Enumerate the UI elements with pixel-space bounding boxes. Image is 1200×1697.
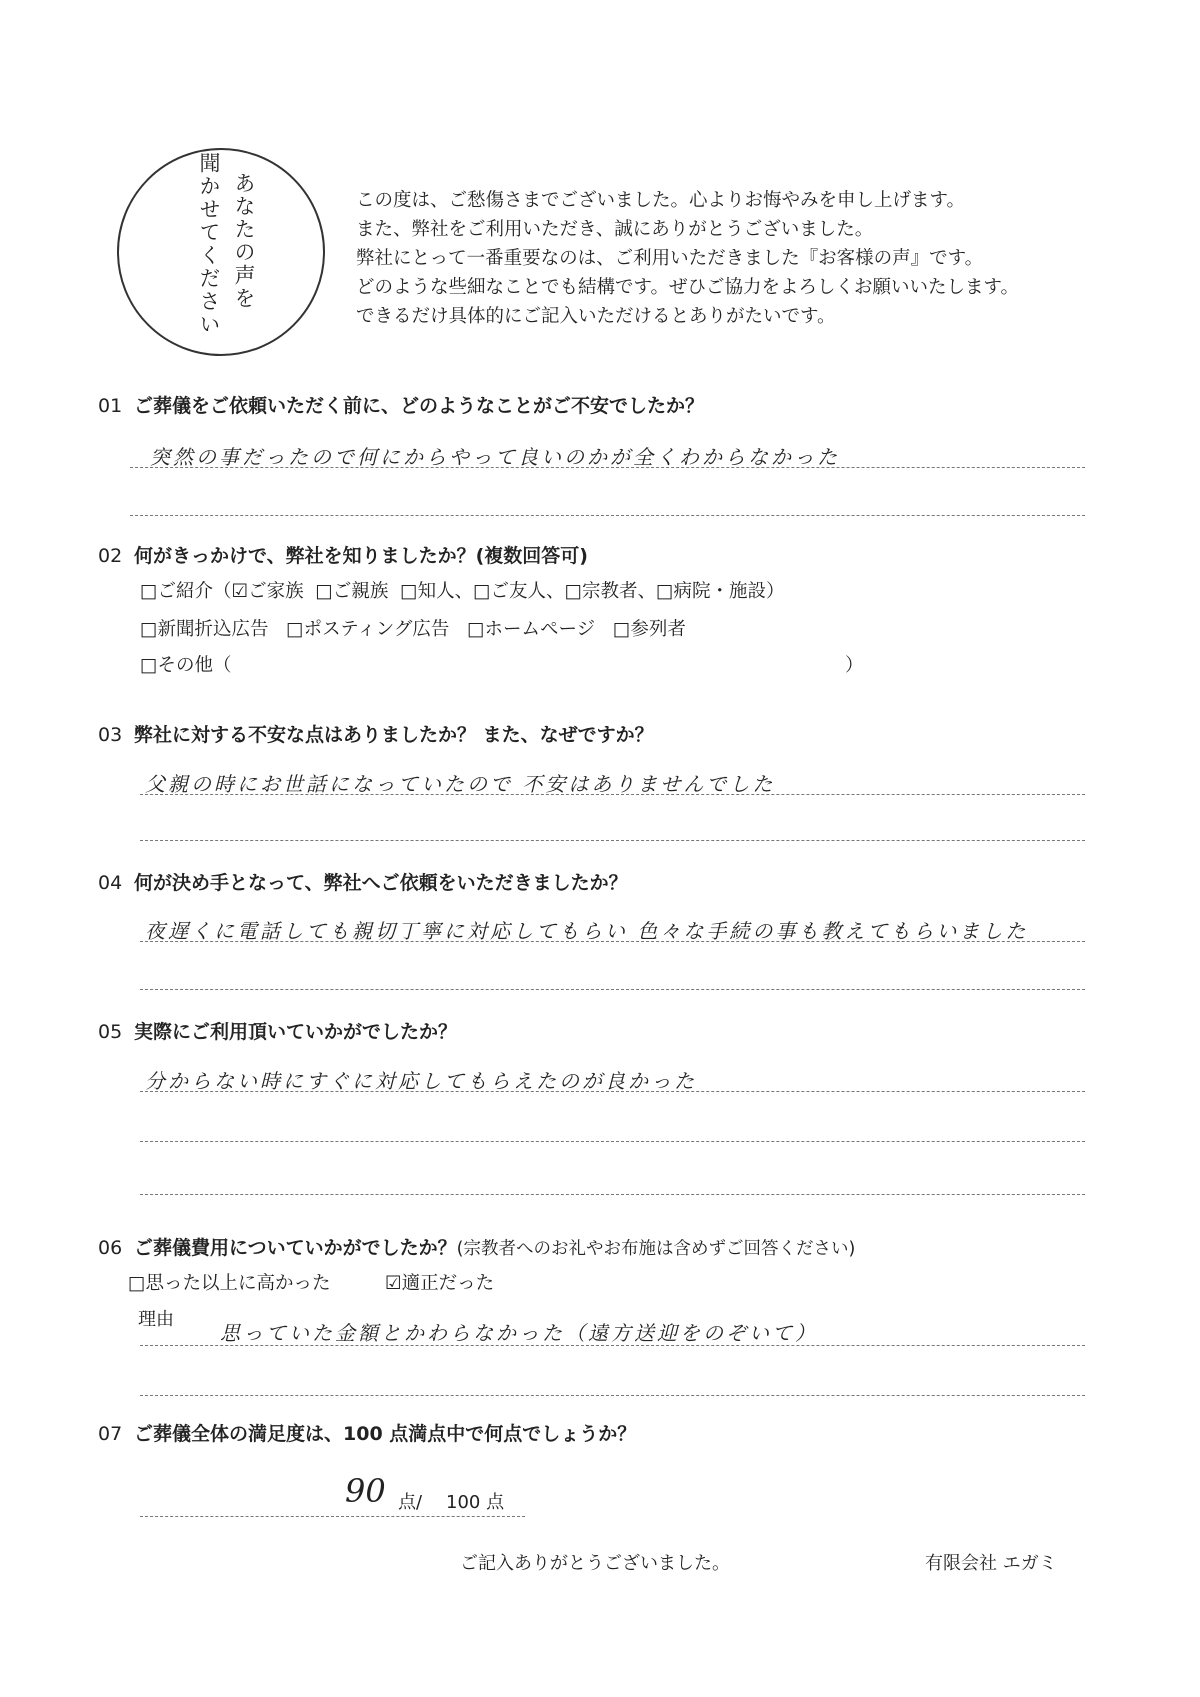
badge-text-line1: あなたの声を xyxy=(232,172,256,310)
question-text: ご葬儀をご依頼いただく前に、どのようなことがご不安でしたか？ xyxy=(134,395,705,417)
score-max: 100 点 xyxy=(446,1492,505,1513)
answer-line xyxy=(140,794,1085,795)
question-note: (宗教者へのお礼やお布施は含めずご回答ください) xyxy=(456,1239,856,1259)
question-number: 03 xyxy=(98,724,123,746)
option-row-2 xyxy=(140,615,686,641)
option-relatives[interactable]: □ご親族 xyxy=(315,581,389,602)
badge-text-line2: 聞かせてください xyxy=(197,152,221,336)
option-religious[interactable]: □宗教者、 xyxy=(564,581,657,602)
answer-line xyxy=(140,840,1085,841)
question-number: 05 xyxy=(98,1021,123,1043)
question-number: 01 xyxy=(98,395,123,417)
question-03 xyxy=(98,720,654,747)
option-referral[interactable]: □ご紹介（ xyxy=(140,581,232,602)
question-02 xyxy=(98,541,588,568)
answer-03: 父親の時にお世話になっていたので 不安はありませんでした xyxy=(145,772,776,796)
option-friend[interactable]: □ご友人、 xyxy=(473,581,565,602)
option-newspaper[interactable]: □新聞折込広告 xyxy=(140,619,269,640)
answer-line xyxy=(140,1395,1085,1396)
option-posting[interactable]: □ポスティング広告 xyxy=(286,619,450,640)
answer-line xyxy=(140,989,1085,990)
option-row-1 xyxy=(140,577,785,603)
question-04 xyxy=(98,868,628,895)
answer-05: 分からない時にすぐに対応してもらえたのが良かった xyxy=(145,1069,697,1093)
answer-line xyxy=(140,1194,1085,1195)
reason-label: 理由 xyxy=(138,1309,174,1330)
question-number: 06 xyxy=(98,1237,123,1259)
voice-badge-circle xyxy=(117,148,325,356)
question-01 xyxy=(98,391,704,418)
intro-text xyxy=(356,186,1019,331)
intro-line: できるだけ具体的にご記入いただけるとありがたいです。 xyxy=(356,306,836,327)
option-too-expensive[interactable]: □思った以上に高かった xyxy=(128,1273,331,1294)
answer-line xyxy=(130,467,1085,468)
answer-04: 夜遅くに電話しても親切丁寧に対応してもらい 色々な手続の事も教えてもらいました xyxy=(145,919,1029,943)
option-family-checked[interactable]: ☑ご家族 xyxy=(231,581,304,602)
answer-line xyxy=(130,515,1085,516)
question-number: 07 xyxy=(98,1423,123,1445)
intro-line: 弊社にとって一番重要なのは、ご利用いただきました『お客様の声』です。 xyxy=(356,248,984,269)
thanks-text: ご記入ありがとうございました。 xyxy=(460,1553,730,1574)
answer-line xyxy=(140,941,1085,942)
question-text: 弊社に対する不安な点はありましたか？ また、なぜですか？ xyxy=(134,724,654,746)
question-text: 何がきっかけで、弊社を知りましたか？(複数回答可) xyxy=(134,545,588,567)
question-text: 実際にご利用頂いていかがでしたか？ xyxy=(134,1021,458,1043)
intro-line: どのような些細なことでも結構です。ぜひご協力をよろしくお願いいたします。 xyxy=(356,277,1020,298)
option-acquaintance[interactable]: □知人、 xyxy=(400,581,474,602)
question-text: 何が決め手となって、弊社へご依頼をいただきましたか？ xyxy=(134,872,628,894)
question-05 xyxy=(98,1017,457,1044)
question-06 xyxy=(98,1233,855,1260)
question-number: 04 xyxy=(98,872,123,894)
option-hospital[interactable]: □病院・施設） xyxy=(656,581,785,602)
intro-line: また、弊社をご利用いただき、誠にありがとうございました。 xyxy=(356,219,874,240)
option-homepage[interactable]: □ホームページ xyxy=(467,619,596,640)
company-name: 有限会社 エガミ xyxy=(925,1553,1057,1574)
score-handwritten: 90 xyxy=(345,1472,386,1510)
question-07 xyxy=(98,1419,636,1446)
option-other[interactable]: □その他（ xyxy=(140,655,232,676)
score-unit: 点/ xyxy=(398,1492,423,1513)
question-text: ご葬儀費用についていかがでしたか？ xyxy=(134,1237,457,1259)
option-attendee[interactable]: □参列者 xyxy=(612,619,686,640)
question-number: 02 xyxy=(98,545,123,567)
answer-line xyxy=(140,1141,1085,1142)
score-line xyxy=(140,1516,525,1517)
option-other-close: ） xyxy=(845,655,864,676)
question-text: ご葬儀全体の満足度は、100 点満点中で何点でしょうか？ xyxy=(134,1423,637,1445)
answer-line xyxy=(140,1091,1085,1092)
answer-06-reason: 思っていた金額とかわらなかった（遠方送迎をのぞいて） xyxy=(220,1321,818,1345)
intro-line: この度は、ご愁傷さまでございました。心よりお悔やみを申し上げます。 xyxy=(356,190,966,211)
answer-line xyxy=(140,1345,1085,1346)
answer-01: 突然の事だったので何にからやって良いのかが全くわからなかった xyxy=(150,445,840,469)
option-appropriate-checked[interactable]: ☑適正だった xyxy=(385,1273,495,1294)
